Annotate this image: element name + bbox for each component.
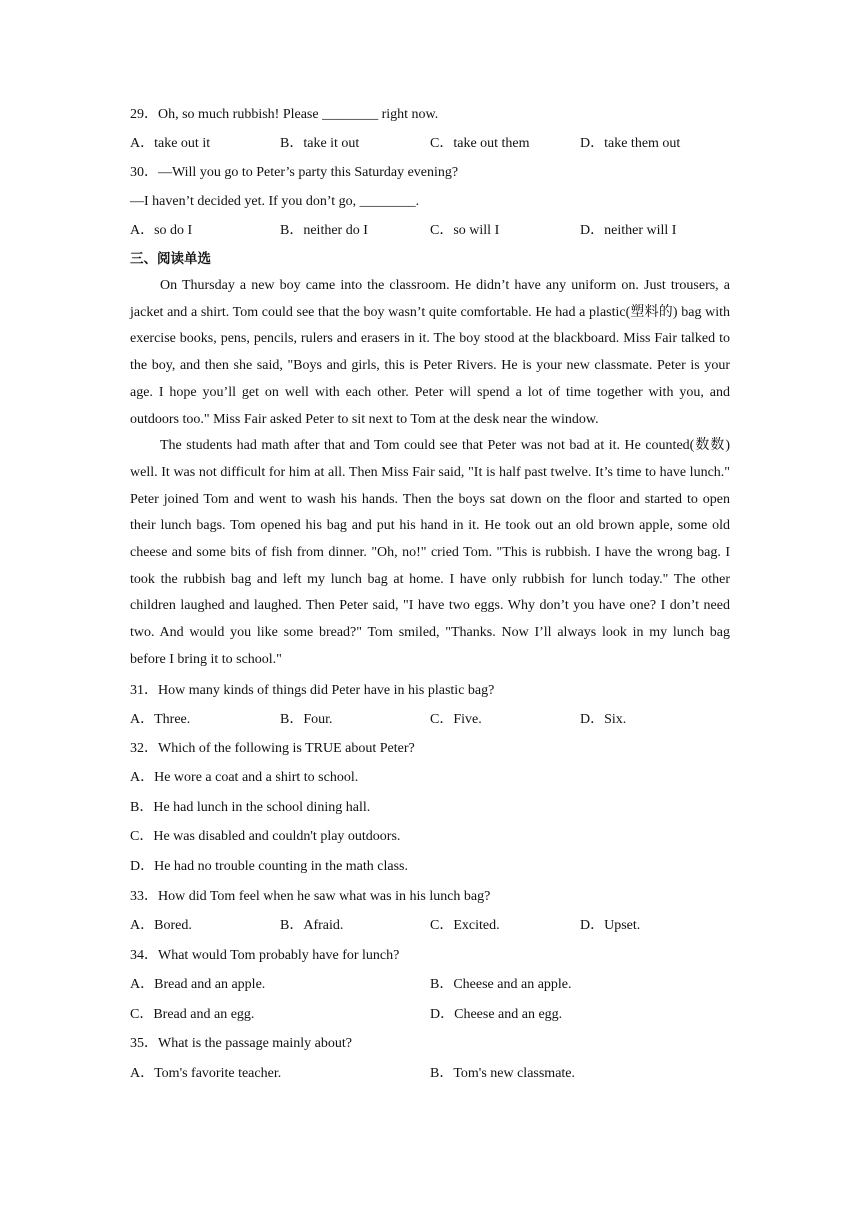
question-34-options-row-1 [130,970,730,1000]
option-c: C．Five. [430,711,482,727]
passage-paragraph-2 [130,433,730,673]
option-a: A．Tom's favorite teacher. [130,1066,282,1082]
document-page [130,100,730,1089]
option-c: C．take out them [430,136,530,151]
option-d: D．Upset. [580,918,641,934]
question-35-stem: 35．What is the passage mainly about? [130,1036,352,1052]
option-b: B．Afraid. [280,918,344,934]
question-31-stem: 31．How many kinds of things did Peter have in his plastic bag? [130,682,495,698]
option-c: C．He was disabled and couldn't play outdoors. [130,829,401,845]
option-d: D．take them out [580,136,681,151]
option-c: C．Bread and an egg. [130,1006,255,1022]
question-29-stem: 29．Oh, so much rubbish! Please ________ right now. [130,107,439,122]
question-29-options [130,129,730,158]
option-b: B．Tom's new classmate. [430,1066,576,1082]
paragraph-1-text: On Thursday a new boy came into the classroom. He didn’t have any uniform on. Just trousers, a jacket and a shirt. Tom could see that the boy wasn’t quite comfortable. He had a plastic(塑料的) bag with exercise books, pens, pencils, rulers and erasers in it. The boy stood at the blackboard. Miss Fair talked to the boy, and then she said, "Boys and girls, this is Peter Rivers. He is your new classmate. Peter is your age. I hope you’ll get on well with each other. Peter will spend a lot of time together with you, and outdoors too." Miss Fair asked Peter to sit next to Tom at the desk near the window. [130,278,730,427]
paragraph-2-text: The students had math after that and Tom could see that Peter was not bad at it. He counted(数数) well. It was not difficult for him at all. Then Miss Fair said, "It is half past twelve. It’s time to have lunch." Peter joined Tom and went to wash his hands. Then the boys sat down on the floor and started to open their lunch bags. Tom opened his bag and put his hand in it. He took out an old brown apple, some old cheese and some bits of fish from dinner. "Oh, no!" cried Tom. "This is rubbish. I have the wrong bag. I took the rubbish bag and left my lunch bag at home. I have only rubbish for lunch today." The other children laughed and laughed. Then Peter said, "I have two eggs. Why don’t you have one? I don’t need two. And would you like some bread?" Tom smiled, "Thanks. Now I’ll always look in my lunch bag before I bring it to school." [130,438,730,667]
question-34-stem: 34．What would Tom probably have for lunch? [130,947,400,963]
option-a: A．Bored. [130,918,192,934]
question-32-stem: 32．Which of the following is TRUE about Peter? [130,740,415,756]
question-34-options-row-2 [130,1000,730,1030]
option-c: C．Excited. [430,918,500,934]
passage-paragraph-1 [130,273,730,433]
option-a: A．Three. [130,711,191,727]
question-31-options [130,705,730,734]
option-d: D．Six. [580,711,627,727]
question-35-options [130,1059,730,1089]
question-30-options [130,216,730,245]
option-b: B．Cheese and an apple. [430,977,572,993]
option-b: B．take it out [280,136,360,151]
section-heading: 三、阅读单选 [130,251,211,267]
option-d: D．Cheese and an egg. [430,1006,563,1022]
option-b: B．neither do I [280,223,368,238]
question-33-options [130,911,730,941]
question-30-stem-reply: —I haven’t decided yet. If you don’t go, ________. [130,194,420,209]
option-d: D．neither will I [580,223,677,238]
option-a: A．take out it [130,136,211,151]
option-b: B．He had lunch in the school dining hall. [130,799,371,815]
option-a: A．Bread and an apple. [130,977,266,993]
option-c: C．so will I [430,223,500,238]
option-b: B．Four. [280,711,333,727]
option-d: D．He had no trouble counting in the math class. [130,858,408,874]
question-33-stem: 33．How did Tom feel when he saw what was in his lunch bag? [130,888,491,904]
question-30-stem: 30．—Will you go to Peter’s party this Saturday evening? [130,165,459,180]
option-a: A．He wore a coat and a shirt to school. [130,770,359,786]
option-a: A．so do I [130,223,193,238]
